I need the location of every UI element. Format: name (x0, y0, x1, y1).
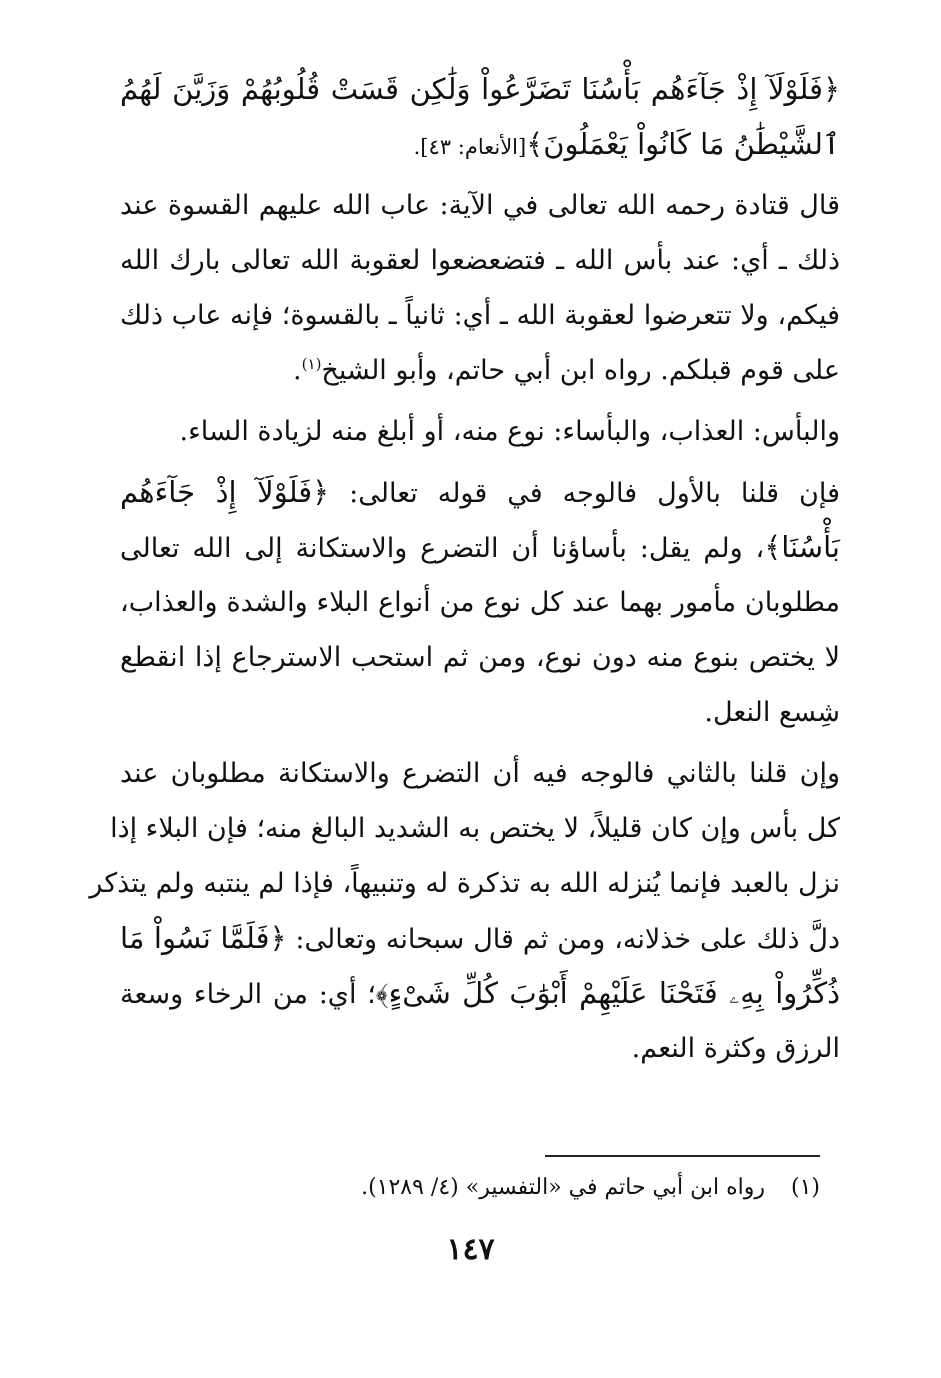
paragraph-line: ذلك ـ أي: عند بأس الله ـ فتضعضعوا لعقوبة الله تعالى بارك الله (120, 245, 840, 276)
quran-verse: ﴿فَلَمَّا نَسُواْ مَا (120, 921, 287, 955)
paragraph-text: ؛ أي: من الرخاء وسعة (120, 979, 376, 1010)
footnote (300, 1168, 820, 1208)
paragraph-line (120, 520, 840, 575)
quran-verse: ذُكِّرُواْ بِهِۦ فَتَحْنَا عَلَيْهِمْ أَبْوَٰبَ كُلِّ شَىْءٍ﴾ (375, 976, 841, 1010)
paragraph-text: ، ولم يقل: بأساؤنا أن التضرع والاستكانة إلى الله تعالى (120, 533, 765, 564)
verse-line (120, 117, 840, 172)
paragraph-text: على قوم قبلكم. رواه ابن أبي حاتم، وأبو الشيخ (321, 355, 840, 386)
main-text (89, 62, 841, 1076)
paragraph-line (120, 911, 840, 966)
footnote-text: رواه ابن أبي حاتم في «التفسير» (٤/ ١٢٨٩). (361, 1175, 765, 1200)
paragraph-line: فيكم، ولا تتعرضوا لعقوبة الله ـ أي: ثانياً ـ بالقسوة؛ فإنه عاب ذلك (120, 300, 840, 331)
paragraph-line: نزل بالعبد فإنما يُنزله الله به تذكرة له وتنبيهاً، فإذا لم ينتبه ولم يتذكر (89, 868, 840, 899)
paragraph-text: فإن قلنا بالأول فالوجه في قوله تعالى: (329, 478, 840, 509)
page-number: ١٤٧ (446, 1232, 495, 1267)
paragraph-line: مطلوبان مأمور بهما عند كل نوع من أنواع البلاء والشدة والعذاب، (120, 587, 840, 618)
paragraph-line (120, 465, 840, 520)
verse-reference: [الأنعام: ٤٣]. (413, 135, 527, 159)
quran-verse: ﴿فَلَوْلَآ إِذْ جَآءَهُم بَأْسُنَا تَضَرَّعُواْ وَلَٰكِن قَسَتْ قُلُوبُهُمْ وَزَيَّنَ لَهُمُ (120, 72, 840, 106)
paragraph-line (120, 966, 840, 1021)
paragraph-text: دلَّ ذلك على خذلانه، ومن ثم قال سبحانه وتعالى: (286, 924, 841, 955)
paragraph-line: وإن قلنا بالثاني فالوجه فيه أن التضرع والاستكانة مطلوبان عند (120, 758, 840, 789)
verse-line (120, 62, 840, 117)
paragraph-line: على قوم قبلكم. رواه ابن أبي حاتم، وأبو الشيخ$^{(١)}$. (293, 355, 840, 386)
paragraph-line: الرزق وكثرة النعم. (631, 1033, 840, 1064)
quran-verse: ﴿فَلَوْلَآ إِذْ جَآءَهُم (120, 475, 330, 509)
footnote-marker: (١) (301, 355, 322, 373)
paragraph-line: قال قتادة رحمه الله تعالى في الآية: عاب الله عليهم القسوة عند (120, 190, 840, 221)
paragraph-line: شِسع النعل. (704, 697, 840, 728)
paragraph-line: والبأس: العذاب، والبأساء: نوع منه، أو أبلغ منه لزيادة الساء. (179, 416, 840, 447)
quran-verse: بَأْسُنَا﴾ (764, 530, 840, 564)
footnote-number: (١) (790, 1175, 820, 1200)
footnote-divider (545, 1155, 820, 1157)
paragraph-line: كل بأس وإن كان قليلاً، لا يختص به الشديد البالغ منه؛ فإن البلاء إذا (110, 813, 840, 844)
quran-verse: ٱلشَّيْطَٰنُ مَا كَانُواْ يَعْمَلُونَ﴾ (526, 127, 840, 161)
paragraph-line: لا يختص بنوع منه دون نوع، ومن ثم استحب الاسترجاع إذا انقطع (120, 642, 840, 673)
